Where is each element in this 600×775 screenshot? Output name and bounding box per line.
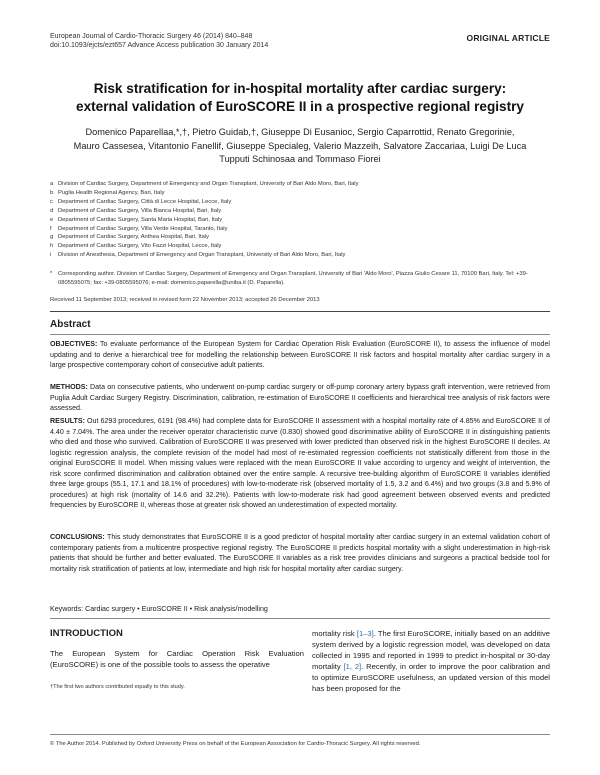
reference-link[interactable]: [1–3] [356,629,374,638]
introduction-col-2 [312,628,550,694]
affiliation-text: Department of Cardiac Surgery, Villa Verde Hospital, Taranto, Italy [58,225,228,232]
received-dates: Received 11 September 2013; received in revised form 22 November 2013; accepted 26 December 2013 [50,297,320,303]
reference-link[interactable]: [1, 2] [343,662,362,671]
introduction-col-1: The European System for Cardiac Operation Risk Evaluation (EuroSCORE) is one of the possible tools to assess the operative [50,649,304,669]
author-list [60,126,540,167]
abstract-methods [50,382,550,414]
affiliation [50,242,560,251]
affiliation-text: Department of Cardiac Surgery, Santa Maria Hospital, Bari, Italy [58,216,223,223]
abstract-conclusions [50,532,550,574]
results-label: RESULTS: [50,417,85,425]
abstract-results [50,416,550,511]
affiliation-key: f [50,225,52,232]
affiliation-key: d [50,207,54,214]
affiliation [50,189,560,198]
affiliation [50,198,560,207]
journal-line-2: doi:10.1093/ejcts/ezt657 Advance Access publication 30 January 2014 [50,42,269,49]
divider [50,618,550,619]
corresponding-author [50,270,560,287]
affiliation-text: Puglia Health Regional Agency, Bari, Italy [58,189,165,196]
affiliation-text: Department of Cardiac Surgery, Villa Bianca Hospital, Bari, Italy [58,207,222,214]
methods-text: Data on consecutive patients, who underwent on-pump cardiac surgery or off-pump coronary artery bypass graft intervention, were retrieved from Puglia Adult Cardiac Surgery Registry. Discrimination, calibration, re-estimation of EuroSCORE II coefficients and hierarchical tree analysis of risk factors were assessed. [50,383,550,412]
affiliation [50,233,560,242]
affiliation-key: g [50,234,54,241]
affiliation-key: a [50,181,54,187]
introduction-heading: INTRODUCTION [50,628,123,639]
affiliation-key: e [50,216,54,223]
article-type: ORIGINAL ARTICLE [466,33,550,43]
intro-text-c: . Recently, in order to improve the poor calibration and to optimize EuroSCORE usefulness, an updated version of this model has been proposed for the [312,662,550,693]
objectives-label: OBJECTIVES: [50,340,98,348]
affiliation-list [50,180,560,260]
methods-label: METHODS: [50,383,88,391]
intro-text-a: mortality risk [312,629,357,638]
affiliation-text: Division of Cardiac Surgery, Department of Emergency and Organ Transplant, University of Bari Aldo Moro, Bari, Italy [58,181,359,187]
abstract-objectives [50,339,550,371]
objectives-text: To evaluate performance of the European System for Cardiac Operation Risk Evaluation (EuroSCORE II), to assess the influence of model updating and to derive a hierarchical tree for modelling the relationship between EuroSCORE II risk factors and hospital mortality after cardiac surgery in a large prospective contemporary cohort of consecutive adult patients. [50,340,550,369]
results-text: Out 6293 procedures, 6191 (98.4%) had complete data for EuroSCORE II assessment with a hospital mortality rate of 4.85% and EuroSCORE II of 4.40 ± 7.04%. The area under the receiver operator characteristic curve (0.830) showed good discriminative ability of EuroSCORE II in distinguishing patients who died and those who survived. Calibration of EuroSCORE II was preserved with lower predicted than observed risk in the highest EuroSCORE II deciles. At logistic regression analysis, the complete revision of the model had most of re-estimated regression coefficients not statistically different from those in the original EuroSCORE II model. When missing values were replaced with the mean EuroSCORE II value according to urgency and weight of intervention, the risk score confirmed discrimination and calibration obtained over the entire sample. A recursive tree-building algorithm of EuroSCORE II variables identified three large groups (55.1, 17.1 and 18.1% of procedures) with low-to-moderate risk (observed mortality of 1.5, 3.2 and 6.4%) and two groups (3.8 and 5.9% of procedures) at high risk (mortality of 14.6 and 32.2%). Patients with low-to-moderate risk had good agreement between observed events and predicted frequencies by EuroSCORE II, whereas those at greater risk showed an underestimation of expected mortality. [50,417,550,509]
affiliation-key: c [50,198,53,205]
divider [50,311,550,312]
article-title [40,80,560,116]
conclusions-text: This study demonstrates that EuroSCORE II is a good predictor of hospital mortality after cardiac surgery in an external validation cohort of contemporary patients from a multicentre prospective regional registry. The EuroSCORE II predicts hospital mortality with a slight underestimation in high-risk patients that should be further and better evaluated. The EuroSCORE II variables as a risk tree provides clinicians and surgeons a practical bedside tool for mortality risk stratification of patients at low, intermediate and high risk for hospital mortality after cardiac surgery. [50,533,550,573]
copyright-footer: © The Author 2014. Published by Oxford University Press on behalf of the European Association for Cardio-Thoracic Surgery. All rights reserved. [50,741,421,747]
affiliation-key: h [50,243,54,250]
affiliation [50,225,560,234]
divider [50,334,550,335]
footnote: †The first two authors contributed equally to this study. [50,684,185,690]
authors-line-1: Domenico Paparellaa,*,†, Pietro Guidab,†, Giuseppe Di Eusanioc, Sergio Caparrottid, Renato Gregorinie, [85,127,515,137]
affiliation [50,180,560,189]
authors-line-2: Mauro Cassesea, Vitantonio Fanellif, Giuseppe Specialeg, Valerio Mazzeih, Salvatore Zaccariaa, Luigi De Luca [73,140,527,151]
affiliation-text: Division of Anesthesia, Department of Emergency and Organ Transplant, University of Bari Aldo Moro, Bari, Italy [58,252,346,259]
affiliation-text: Department of Cardiac Surgery, Anthea Hospital, Bari, Italy [58,234,210,241]
affiliation [50,207,560,216]
conclusions-label: CONCLUSIONS: [50,533,105,541]
affiliation [50,216,560,225]
title-line-2: external validation of EuroSCORE II in a prospective regional registry [76,99,524,114]
title-line-1: Risk stratification for in-hospital mortality after cardiac surgery: [93,81,507,96]
keywords: Keywords: Cardiac surgery • EuroSCORE II • Risk analysis/modelling [50,605,268,613]
authors-line-3: Tupputi Schinosaa and Tommaso Fiorei [219,154,381,164]
affiliation [50,251,560,260]
intro-text-b: . The first EuroSCORE, initially based on an additive system derived by a logistic regression model, was developed on data collected in 1995 and reported in 1999 to predict in-hospital or 30-day mortality [312,629,550,671]
journal-line-1: European Journal of Cardio-Thoracic Surgery 46 (2014) 840–848 [50,33,253,40]
affiliation-key: i [50,252,52,259]
journal-citation [50,32,268,50]
divider [50,734,550,735]
affiliation-text: Department of Cardiac Surgery, Vito Fazzi Hospital, Lecce, Italy [58,243,222,250]
affiliation-text: Department of Cardiac Surgery, Città di Lecce Hospital, Lecce, Italy [58,198,232,205]
abstract-heading: Abstract [50,319,91,330]
affiliation-key: b [50,189,54,196]
corresponding-text: Corresponding author. Division of Cardiac Surgery, Department of Emergency and Organ Transplant, University of Bari 'Aldo Moro', Piazza Giulio Cesare 11, 70100 Bari, Italy. Tel: +39-0805595075; fax: +39-0805595076; e-mail: domenico.paparella@uniba.it (D. Paparella). [58,271,528,286]
corresponding-key: * [50,271,53,277]
